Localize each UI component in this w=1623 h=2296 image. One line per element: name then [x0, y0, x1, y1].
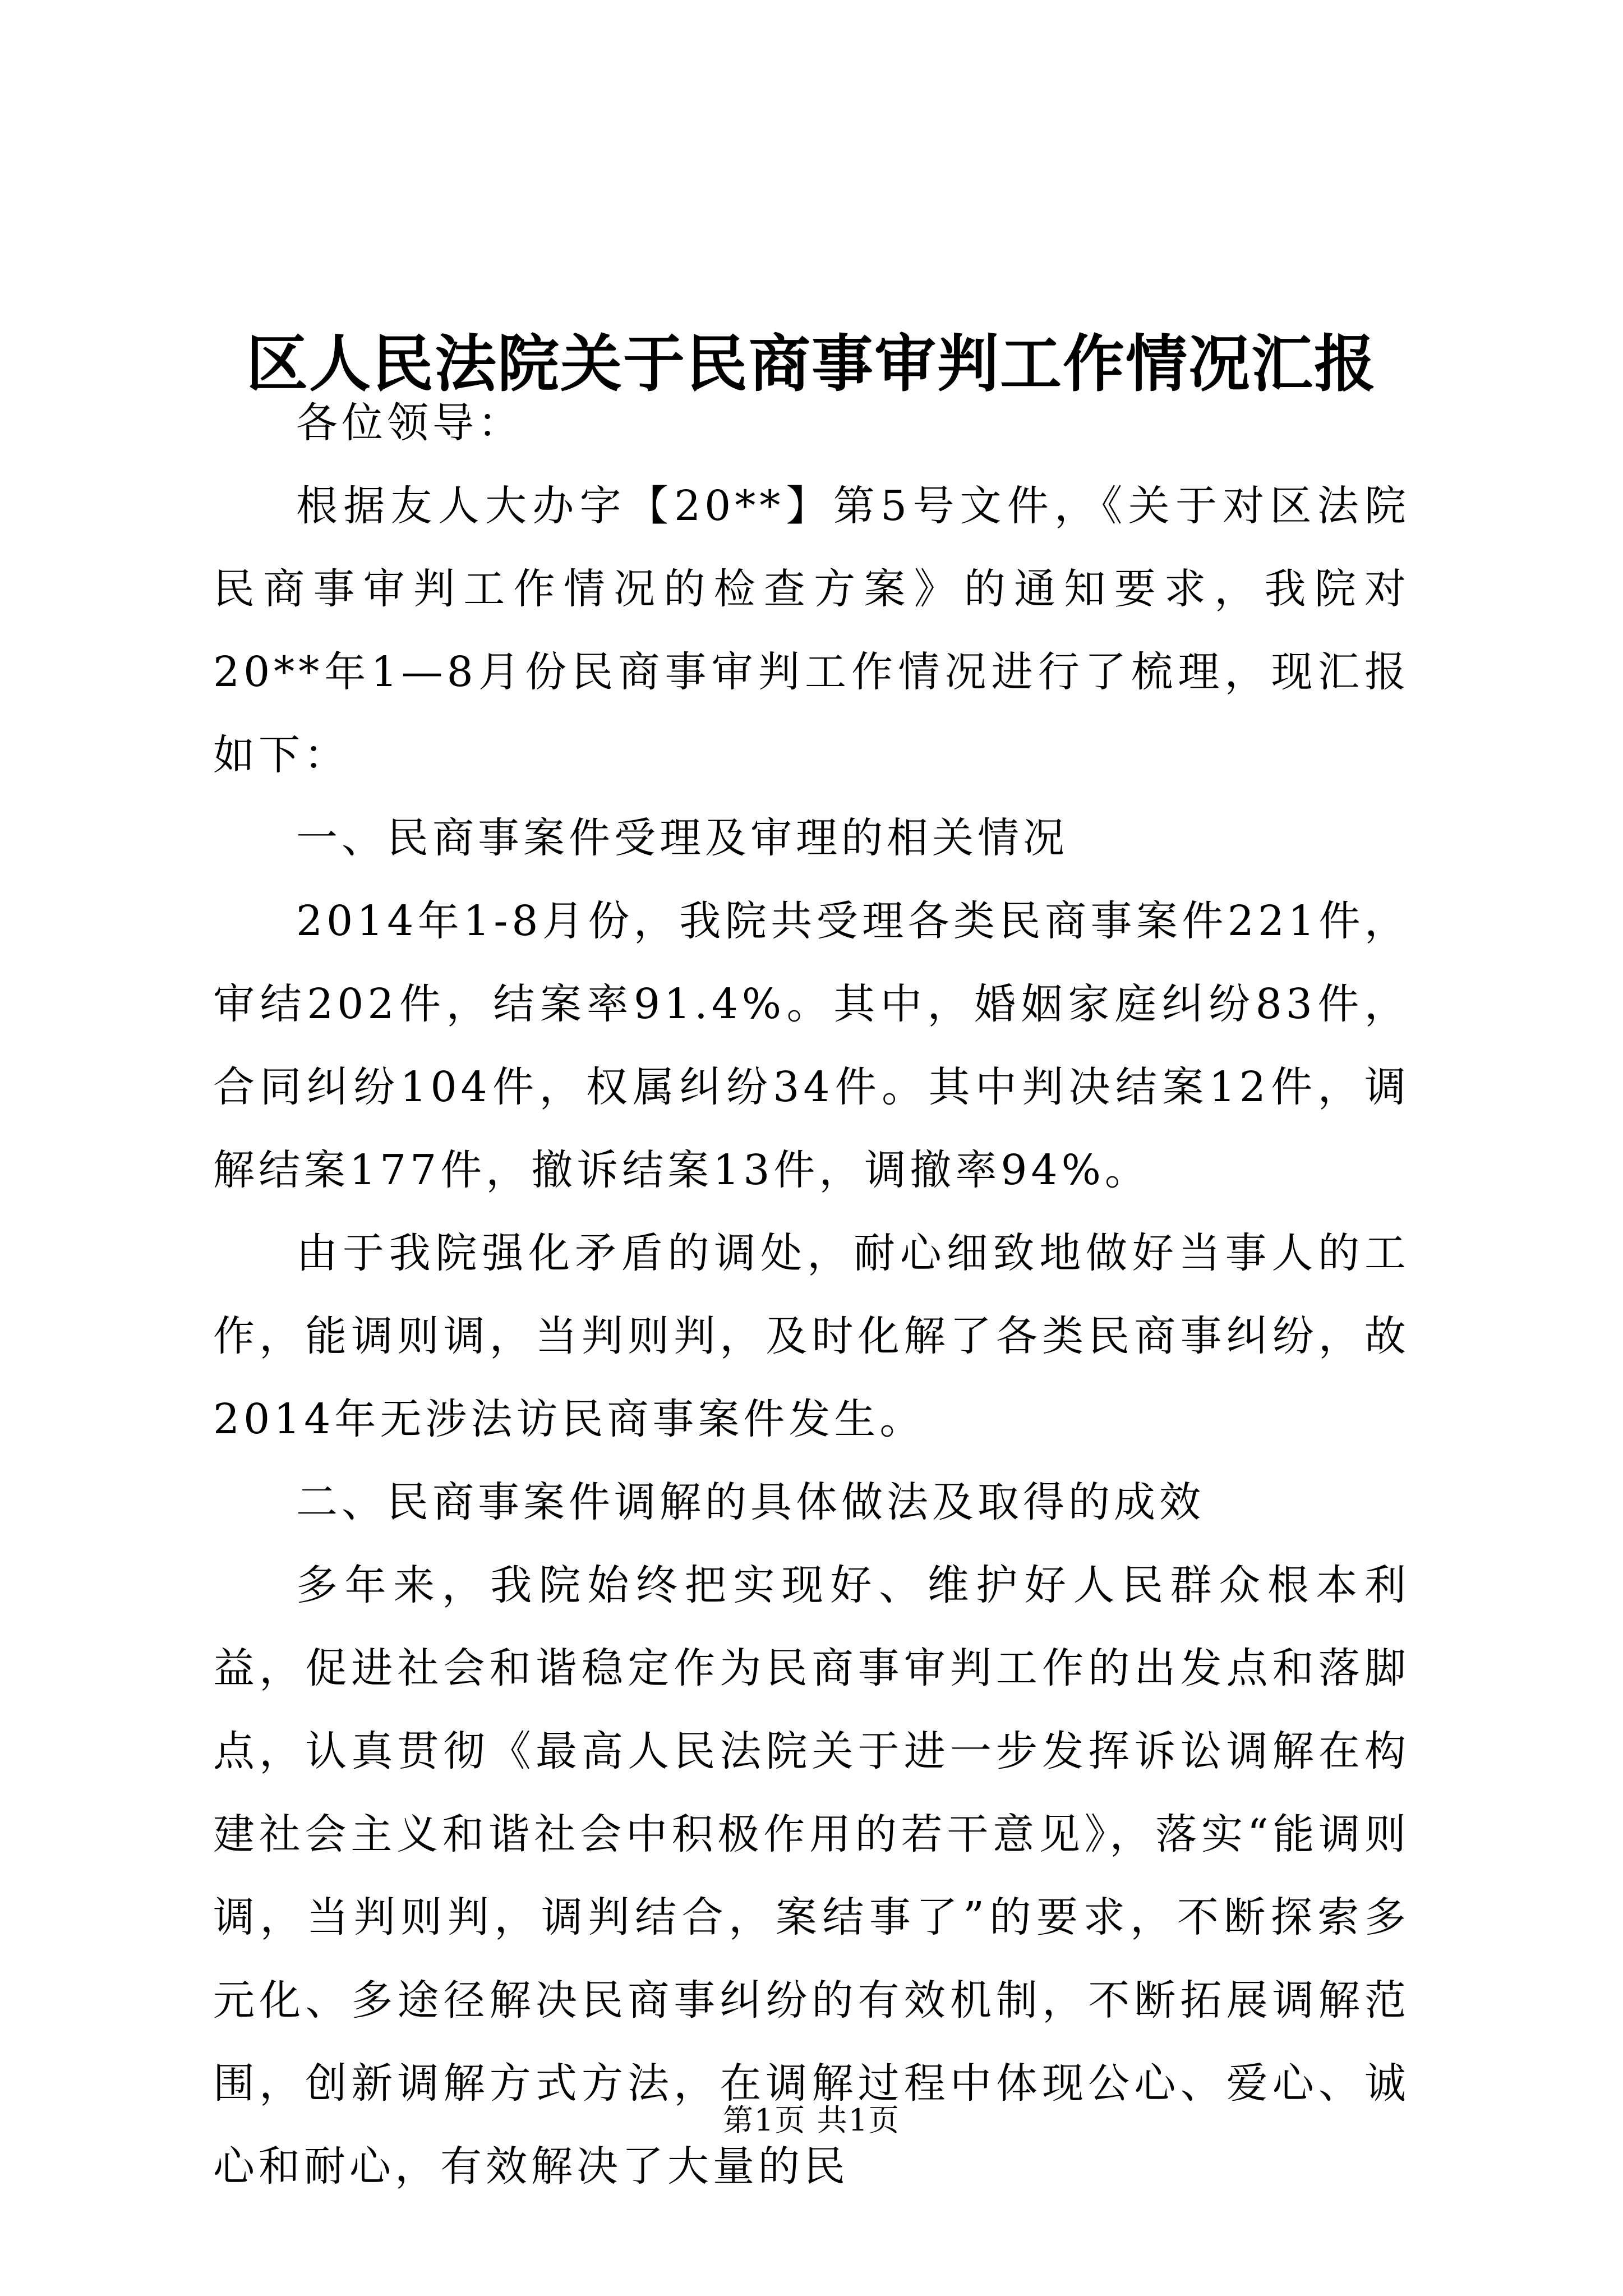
page-footer: 第1页 共1页 — [723, 2102, 900, 2138]
salutation-paragraph: 各位领导： — [296, 399, 523, 447]
section-heading-2: 二、民商事案件调解的具体做法及取得的成效 — [296, 1478, 1205, 1526]
mediation-result-paragraph: 由于我院强化矛盾的调处，耐心细致地做好当事人的工作，能调则调，当判则判，及时化解了各类民商事纠纷，故2014年无涉法访民商事案件发生。 — [213, 1229, 1410, 1443]
document-title: 区人民法院关于民商事审判工作情况汇报 — [246, 327, 1377, 400]
practice-paragraph: 多年来，我院始终把实现好、维护好人民群众根本利益，促进社会和谐稳定作为民商事审判工作的出发点和落脚点，认真贯彻《最高人民法院关于进一步发挥诉讼调解在构建社会主义和谐社会中积极作用的若干意见》，落实“能调则调，当判则判，调判结合，案结事了”的要求，不断探索多元化、多途径解决民商事纠纷的有效机制，不断拓展调解范围，创新调解方式方法，在调解过程中体现公心、爱心、诚心和耐心，有效解决了大量的民 — [213, 1561, 1410, 2191]
section-heading-1: 一、民商事案件受理及审理的相关情况 — [296, 814, 1068, 862]
intro-paragraph: 根据友人大办字【20**】第5号文件，《关于对区法院民商事审判工作情况的检查方案》的通知要求，我院对20**年1—8月份民商事审判工作情况进行了梳理，现汇报如下： — [213, 482, 1410, 779]
document-body — [213, 381, 1410, 2208]
statistics-paragraph: 2014年1-8月份，我院共受理各类民商事案件221件，审结202件，结案率91.4%。其中，婚姻家庭纠纷83件，合同纠纷104件，权属纠纷34件。其中判决结案12件，调解结案177件，撤诉结案13件，调撤率94%。 — [213, 897, 1410, 1194]
